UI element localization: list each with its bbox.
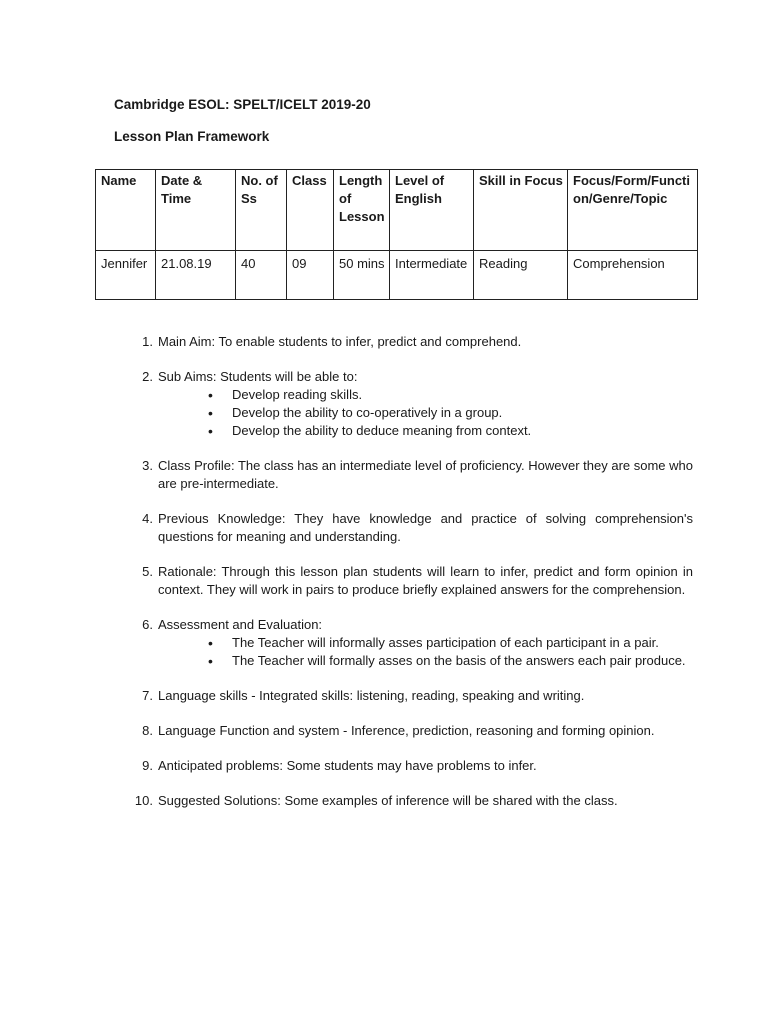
bullet-item: • The Teacher will informally asses participation of each participant in a pair. bbox=[208, 634, 693, 652]
list-item bbox=[133, 792, 693, 810]
cell-name: Jennifer bbox=[96, 251, 156, 300]
header-name: Name bbox=[96, 170, 156, 251]
list-item bbox=[133, 722, 693, 740]
item-number: 10. bbox=[134, 793, 153, 808]
item-text: Rationale: Through this lesson plan students will learn to infer, predict and form opinion in context. They will work in pairs to produce briefly explained answers for the comprehension. bbox=[158, 564, 693, 597]
item-text: Anticipated problems: Some students may have problems to infer. bbox=[158, 758, 537, 773]
bullet-list bbox=[158, 386, 693, 440]
cell-length: 50 mins bbox=[334, 251, 390, 300]
list-item bbox=[133, 687, 693, 705]
lesson-plan-table bbox=[95, 169, 698, 300]
item-text: Previous Knowledge: They have knowledge and practice of solving comprehension's questions for meaning and understanding. bbox=[158, 511, 693, 544]
item-text: Suggested Solutions: Some examples of inference will be shared with the class. bbox=[158, 793, 618, 808]
document-subtitle: Lesson Plan Framework bbox=[114, 129, 270, 144]
cell-level: Intermediate bbox=[390, 251, 474, 300]
item-number: 7. bbox=[142, 688, 153, 703]
item-text: Main Aim: To enable students to infer, predict and comprehend. bbox=[158, 334, 522, 349]
bullet-list bbox=[158, 634, 693, 670]
header-focus: Focus/Form/Function/Genre/Topic bbox=[568, 170, 698, 251]
item-text: Language Function and system - Inference, prediction, reasoning and forming opinion. bbox=[158, 723, 655, 738]
item-number: 2. bbox=[142, 369, 153, 384]
cell-date-time: 21.08.19 bbox=[156, 251, 236, 300]
list-item bbox=[133, 563, 693, 599]
table-row bbox=[96, 251, 698, 300]
bullet-item: • The Teacher will formally asses on the basis of the answers each pair produce. bbox=[208, 652, 693, 670]
header-level: Level of English bbox=[390, 170, 474, 251]
header-date-time: Date & Time bbox=[156, 170, 236, 251]
cell-no-of-ss: 40 bbox=[236, 251, 287, 300]
list-item bbox=[133, 510, 693, 546]
item-number: 5. bbox=[142, 564, 153, 579]
item-number: 3. bbox=[142, 458, 153, 473]
bullet-item: • Develop the ability to deduce meaning from context. bbox=[208, 422, 693, 440]
item-text: Language skills - Integrated skills: listening, reading, speaking and writing. bbox=[158, 688, 585, 703]
table-header-row bbox=[96, 170, 698, 251]
list-item bbox=[133, 333, 693, 351]
header-class: Class bbox=[287, 170, 334, 251]
cell-focus: Comprehension bbox=[568, 251, 698, 300]
cell-skill: Reading bbox=[474, 251, 568, 300]
header-no-of-ss: No. of Ss bbox=[236, 170, 287, 251]
list-item bbox=[133, 616, 693, 670]
list-item bbox=[133, 457, 693, 493]
item-text: Class Profile: The class has an intermediate level of proficiency. However they are some who are pre-intermediate. bbox=[158, 458, 693, 491]
document-title: Cambridge ESOL: SPELT/ICELT 2019-20 bbox=[114, 97, 371, 112]
item-number: 8. bbox=[142, 723, 153, 738]
item-number: 1. bbox=[142, 334, 153, 349]
header-length: Length of Lesson bbox=[334, 170, 390, 251]
item-number: 9. bbox=[142, 758, 153, 773]
list-item bbox=[133, 368, 693, 440]
item-number: 6. bbox=[142, 617, 153, 632]
item-text: Assessment and Evaluation: bbox=[158, 617, 323, 632]
lesson-plan-list bbox=[133, 333, 693, 810]
item-text: Sub Aims: Students will be able to: bbox=[158, 369, 358, 384]
cell-class: 09 bbox=[287, 251, 334, 300]
header-skill: Skill in Focus bbox=[474, 170, 568, 251]
bullet-item: • Develop reading skills. bbox=[208, 386, 693, 404]
bullet-item: • Develop the ability to co-operatively in a group. bbox=[208, 404, 693, 422]
item-number: 4. bbox=[142, 511, 153, 526]
list-item bbox=[133, 757, 693, 775]
